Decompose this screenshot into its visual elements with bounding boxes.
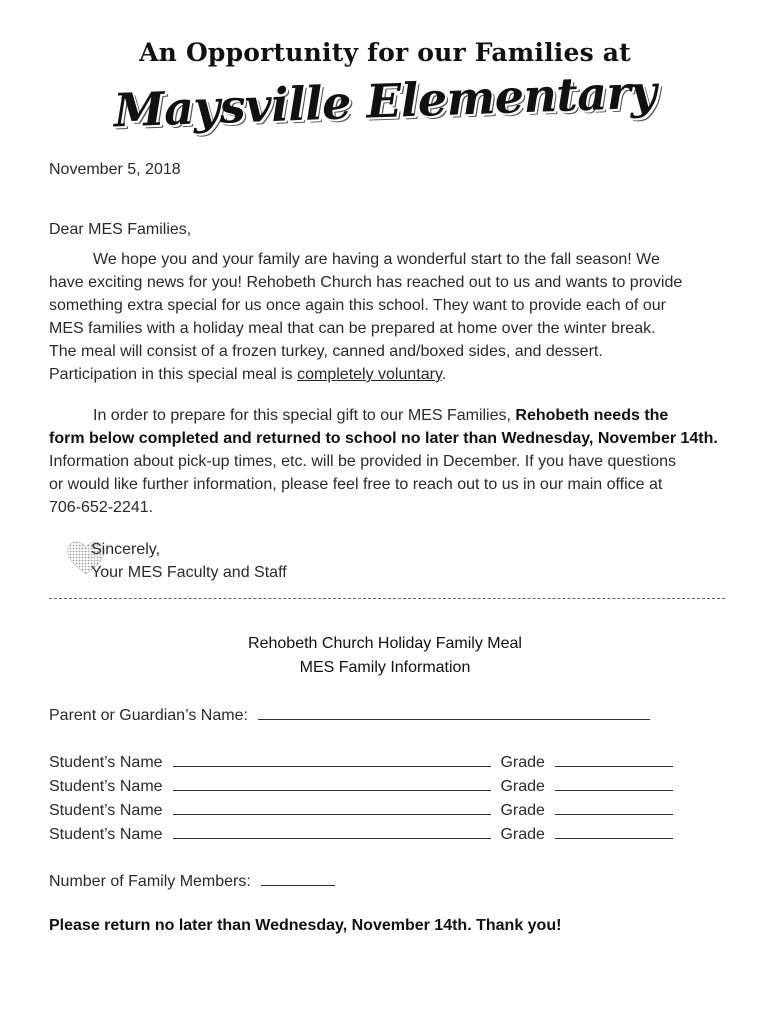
cut-line-divider xyxy=(49,598,725,599)
paragraph-2 xyxy=(49,404,739,519)
return-note: Please return no later than Wednesday, November 14th. Thank you! xyxy=(49,917,562,934)
grade-blank[interactable] xyxy=(555,800,673,815)
student-name-blank[interactable] xyxy=(173,776,491,791)
paragraph-2-line: or would like further information, please feel free to reach out to us in our main office at xyxy=(49,476,663,493)
student-row[interactable] xyxy=(49,751,673,774)
signature: Your MES Faculty and Staff xyxy=(91,564,287,581)
grade-blank[interactable] xyxy=(555,752,673,767)
deadline-emphasis: form below completed and returned to school no later than Wednesday, November 14th. xyxy=(49,430,718,447)
student-name-blank[interactable] xyxy=(173,752,491,767)
student-name-label: Student’s Name xyxy=(49,802,163,819)
student-row[interactable] xyxy=(49,799,673,822)
school-name-title: Maysville Elementary xyxy=(112,64,658,138)
student-name-label: Student’s Name xyxy=(49,826,163,843)
grade-blank[interactable] xyxy=(555,824,673,839)
paragraph-1-line: The meal will consist of a frozen turkey, canned and/boxed sides, and dessert. xyxy=(49,343,603,360)
paragraph-1-line: Participation in this special meal is xyxy=(49,366,298,383)
student-row[interactable] xyxy=(49,823,673,846)
grade-label: Grade xyxy=(500,778,545,795)
student-name-blank[interactable] xyxy=(173,824,491,839)
closing: Sincerely, xyxy=(91,541,161,558)
paragraph-1-line: MES families with a holiday meal that can be prepared at home over the winter break. xyxy=(49,320,656,337)
parent-name-label: Parent or Guardian’s Name: xyxy=(49,707,248,724)
student-name-label: Student’s Name xyxy=(49,778,163,795)
form-title: Rehobeth Church Holiday Family Meal xyxy=(248,635,522,652)
family-members-blank[interactable] xyxy=(261,871,335,886)
voluntary-emphasis: completely voluntary xyxy=(297,366,442,383)
grade-blank[interactable] xyxy=(555,776,673,791)
paragraph-2-line: In order to prepare for this special gift to our MES Families, xyxy=(93,407,516,424)
family-members-label: Number of Family Members: xyxy=(49,873,251,890)
grade-label: Grade xyxy=(500,802,545,819)
student-row[interactable] xyxy=(49,775,673,798)
student-name-label: Student’s Name xyxy=(49,754,163,771)
letter-date: November 5, 2018 xyxy=(49,161,181,178)
closing-block xyxy=(91,538,287,584)
deadline-emphasis: Rehobeth needs the xyxy=(515,407,669,424)
paragraph-1: We hope you and your family are having a wonderful start to the fall season! We have exciting news for you! Rehobeth Church has reached out to us and wants to provide something extra special for us once again this school. They want to provide each of our MES families with a holiday meal that can be prepared at home over the winter break. The meal will consist of a frozen turkey, canned and/boxed sides, and dessert. Participation in this special meal is completely voluntary. xyxy=(49,248,739,386)
grade-label: Grade xyxy=(500,754,545,771)
form-subtitle: MES Family Information xyxy=(299,659,471,676)
grade-label: Grade xyxy=(500,826,545,843)
headline: An Opportunity for our Families at xyxy=(139,38,631,67)
paragraph-2-line: 706-652-2241. xyxy=(49,499,154,516)
parent-name-field[interactable] xyxy=(49,704,650,727)
paragraph-2-line: Information about pick-up times, etc. will be provided in December. If you have questions xyxy=(49,453,676,470)
paragraph-1-line: something extra special for us once again this school. They want to provide each of our xyxy=(49,297,666,314)
family-members-field[interactable] xyxy=(49,870,335,893)
paragraph-1-line: We hope you and your family are having a wonderful start to the fall season! We xyxy=(93,251,660,268)
student-name-blank[interactable] xyxy=(173,800,491,815)
parent-name-blank[interactable] xyxy=(258,705,650,720)
salutation: Dear MES Families, xyxy=(49,221,192,238)
paragraph-1-line: have exciting news for you! Rehobeth Church has reached out to us and wants to provide xyxy=(49,274,683,291)
